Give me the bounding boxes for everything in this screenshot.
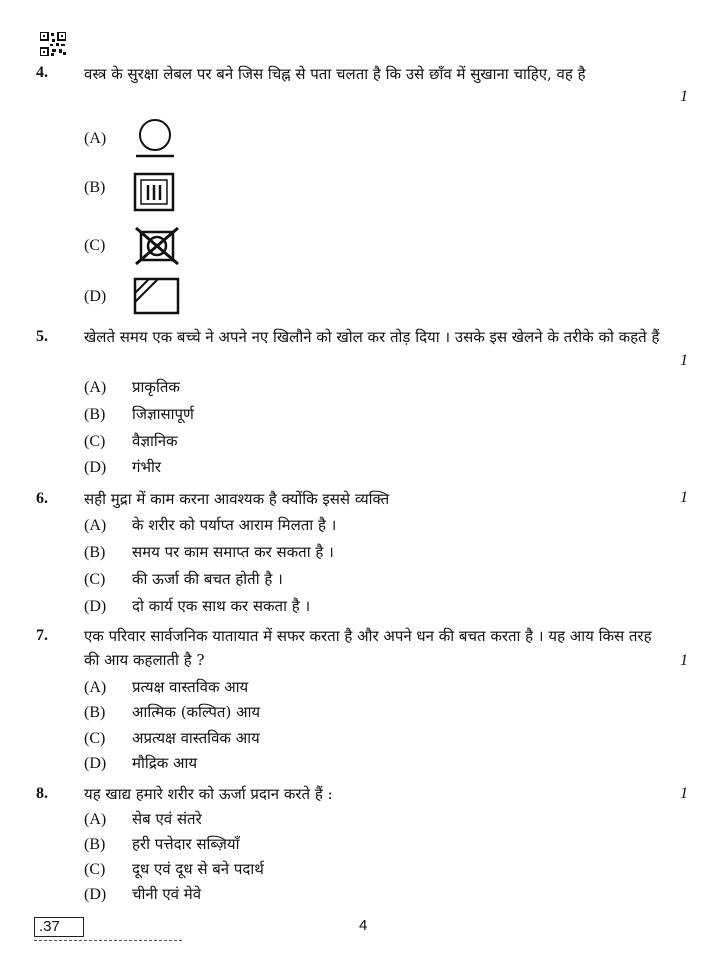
option-text: जिज्ञासापूर्ण bbox=[132, 405, 194, 423]
option-label: (B) bbox=[84, 406, 106, 423]
option-text: अप्रत्यक्ष वास्तविक आय bbox=[132, 729, 260, 747]
option-label: (C) bbox=[84, 730, 106, 747]
question-marks: 1 bbox=[680, 352, 688, 369]
option-d bbox=[84, 287, 132, 306]
option-label: (C) bbox=[84, 237, 106, 254]
option-text: गंभीर bbox=[132, 458, 162, 476]
option-a bbox=[84, 377, 180, 397]
option-b bbox=[84, 542, 334, 562]
circle-line-symbol-icon bbox=[133, 116, 177, 160]
option-label: (B) bbox=[84, 179, 106, 196]
question-marks: 1 bbox=[680, 88, 688, 105]
option-label: (D) bbox=[84, 459, 107, 476]
option-label: (D) bbox=[84, 598, 107, 615]
option-a bbox=[84, 129, 132, 148]
option-label: (A) bbox=[84, 517, 107, 534]
option-text: प्राकृतिक bbox=[132, 378, 180, 396]
option-a bbox=[84, 515, 336, 535]
option-text: के शरीर को पर्याप्त आराम मिलता है । bbox=[132, 516, 337, 534]
question-text: यह खाद्य हमारे शरीर को ऊर्जा प्रदान करते हैं : bbox=[84, 785, 333, 803]
square-diagonal-lines-symbol-icon bbox=[133, 276, 181, 316]
option-c bbox=[84, 431, 178, 451]
question-number: 7. bbox=[36, 627, 48, 644]
option-b bbox=[84, 702, 260, 722]
option-text: दूध एवं दूध से बने पदार्थ bbox=[132, 860, 264, 878]
option-a bbox=[84, 677, 248, 697]
option-label: (A) bbox=[84, 679, 107, 696]
option-label: (A) bbox=[84, 811, 107, 828]
question-number: 5. bbox=[36, 328, 48, 345]
square-three-bars-symbol-icon bbox=[133, 172, 177, 214]
option-c bbox=[84, 569, 283, 589]
option-label: (A) bbox=[84, 130, 107, 147]
option-text: मौद्रिक आय bbox=[132, 754, 198, 772]
option-label: (C) bbox=[84, 571, 106, 588]
option-text: वैज्ञानिक bbox=[132, 432, 178, 450]
question-text: खेलते समय एक बच्चे ने अपने नए खिलौने को खोल कर तोड़ दिया । उसके इस खेलने के तरीके को कहते हैं bbox=[84, 328, 660, 346]
option-label: (B) bbox=[84, 544, 106, 561]
option-c bbox=[84, 728, 260, 748]
option-a bbox=[84, 809, 202, 829]
option-b bbox=[84, 834, 240, 854]
option-text: समय पर काम समाप्त कर सकता है । bbox=[132, 543, 334, 561]
option-d bbox=[84, 457, 161, 477]
crossed-circle-square-symbol-icon bbox=[133, 226, 183, 266]
qr-code-icon bbox=[40, 32, 66, 56]
option-text: सेब एवं संतरे bbox=[132, 810, 202, 828]
question-number: 4. bbox=[36, 64, 48, 81]
option-label: (D) bbox=[84, 288, 107, 305]
option-label: (C) bbox=[84, 861, 106, 878]
option-label: (C) bbox=[84, 433, 106, 450]
option-text: प्रत्यक्ष वास्तविक आय bbox=[132, 678, 249, 696]
option-label: (B) bbox=[84, 836, 106, 853]
question-text: एक परिवार सार्वजनिक यातायात में सफर करता है और अपने धन की बचत करता है । यह आय किस तरह की आय कहलाती है ? bbox=[84, 627, 652, 669]
question-number: 8. bbox=[36, 785, 48, 802]
option-text: हरी पत्तेदार सब्ज़ियाँ bbox=[132, 835, 240, 853]
option-text: चीनी एवं मेवे bbox=[132, 885, 202, 903]
question-text: वस्त्र के सुरक्षा लेबल पर बने जिस चिह्न से पता चलता है कि उसे छाँव में सुखाना चाहिए, वह है bbox=[84, 65, 586, 83]
question-marks: 1 bbox=[680, 489, 688, 506]
option-label: (D) bbox=[84, 886, 107, 903]
page-number: 4 bbox=[359, 917, 368, 934]
question-marks: 1 bbox=[680, 785, 688, 802]
option-label: (D) bbox=[84, 755, 107, 772]
option-c bbox=[84, 236, 132, 255]
option-text: आत्मिक (कल्पित) आय bbox=[132, 703, 261, 721]
option-d bbox=[84, 596, 310, 616]
option-text: दो कार्य एक साथ कर सकता है । bbox=[132, 597, 311, 615]
option-d bbox=[84, 884, 201, 904]
question-number: 6. bbox=[36, 490, 48, 507]
question-text: सही मुद्रा में काम करना आवश्यक है क्योंकि इससे व्यक्ति bbox=[84, 490, 390, 508]
option-text: की ऊर्जा की बचत होती है । bbox=[132, 570, 283, 588]
option-d bbox=[84, 753, 197, 773]
option-b bbox=[84, 404, 194, 424]
paper-code: .37 bbox=[34, 917, 84, 937]
option-b bbox=[84, 178, 132, 197]
option-label: (A) bbox=[84, 379, 107, 396]
option-label: (B) bbox=[84, 704, 106, 721]
footer-divider bbox=[34, 940, 182, 941]
question-marks: 1 bbox=[680, 652, 688, 669]
option-c bbox=[84, 859, 264, 879]
